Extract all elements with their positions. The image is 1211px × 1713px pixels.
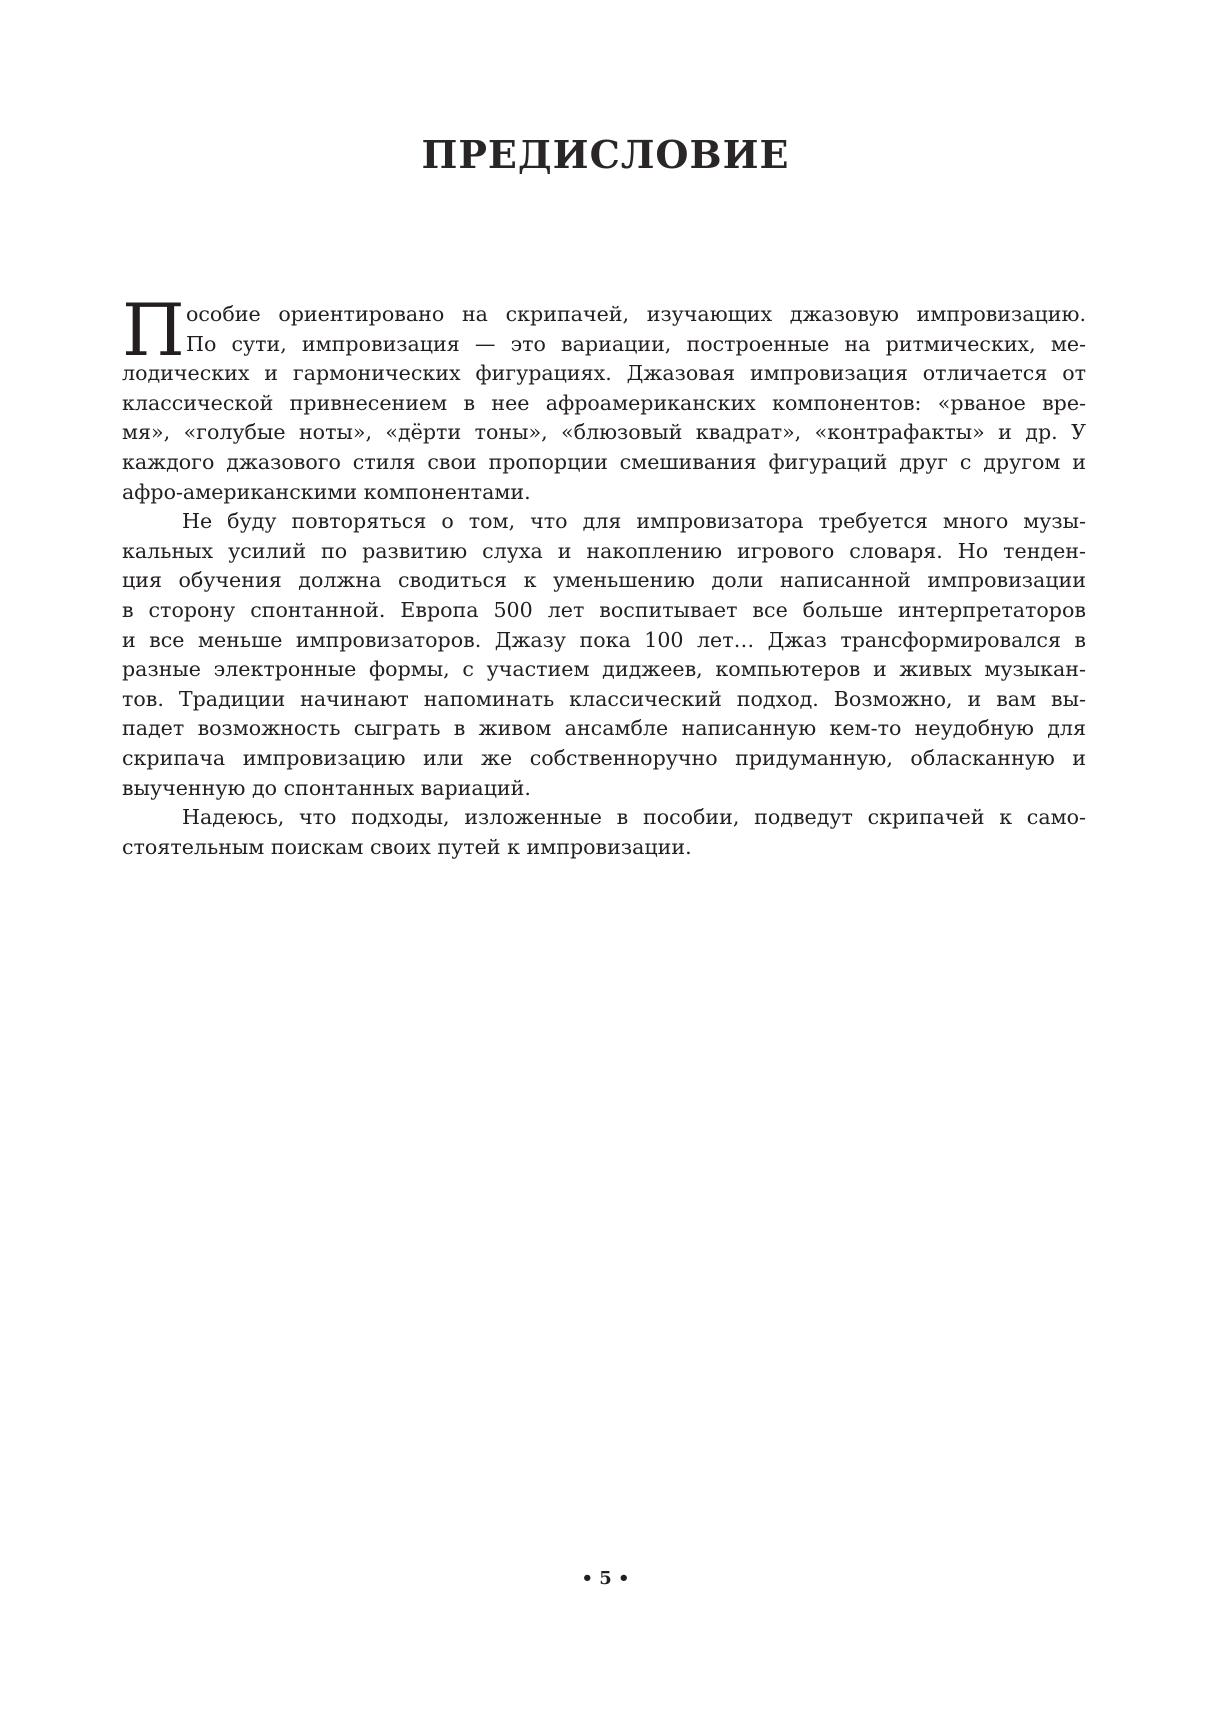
text-line: кальных усилий по развитию слуха и накоплению игрового словаря. Но тенден- [122, 538, 1086, 563]
text-line: тов. Традиции начинают напоминать классический подход. Возможно, и вам вы- [122, 686, 1086, 711]
text-line: скрипача импровизацию или же собственноручно придуманную, обласканную и [122, 745, 1086, 770]
text-line: стоятельным поискам своих путей к импровизации. [122, 834, 692, 859]
text-line: афро-американскими компонентами. [122, 479, 531, 504]
text-line: По сути, импровизация — это вариации, построенные на ритмических, ме- [186, 331, 1086, 356]
paragraph-3 [122, 803, 1086, 862]
text-line: выученную до спонтанных вариаций. [122, 775, 531, 800]
text-line: Не буду повторяться о том, что для импровизатора требуется много музы- [182, 509, 1086, 534]
text-line: и все меньше импровизаторов. Джазу пока 100 лет… Джаз трансформировался в [122, 627, 1086, 652]
text-line: классической привнесением в нее афроамериканских компонентов: «рваное вре- [122, 390, 1086, 415]
text-line: в сторону спонтанной. Европа 500 лет воспитывает все больше интерпретаторов [122, 597, 1086, 622]
text-line: ция обучения должна сводиться к уменьшению доли написанной импровизации [122, 568, 1086, 593]
drop-cap: П [122, 288, 185, 372]
text-line: особие ориентировано на скрипачей, изучающих джазовую импровизацию. [186, 302, 1086, 326]
text-line: падет возможность сыграть в живом ансамбле написанную кем-то неудобную для [122, 716, 1086, 741]
text-line: мя», «голубые ноты», «дёрти тоны», «блюзовый квадрат», «контрафакты» и др. У [122, 420, 1086, 445]
page-title: ПРЕДИСЛОВИЕ [421, 132, 790, 177]
text-line: каждого джазового стиля свои пропорции смешивания фигураций друг с другом и [122, 449, 1086, 474]
page-number: • 5 • [581, 1568, 630, 1589]
text-line: лодических и гармонических фигурациях. Джазовая импровизация отличается от [122, 361, 1086, 386]
preface-body [122, 288, 1086, 862]
paragraph-2 [122, 507, 1086, 803]
text-line: Надеюсь, что подходы, изложенные в пособии, подведут скрипачей к само- [182, 805, 1086, 830]
paragraph-1 [122, 288, 1086, 507]
text-line: разные электронные формы, с участием диджеев, компьютеров и живых музыкан- [122, 657, 1086, 682]
